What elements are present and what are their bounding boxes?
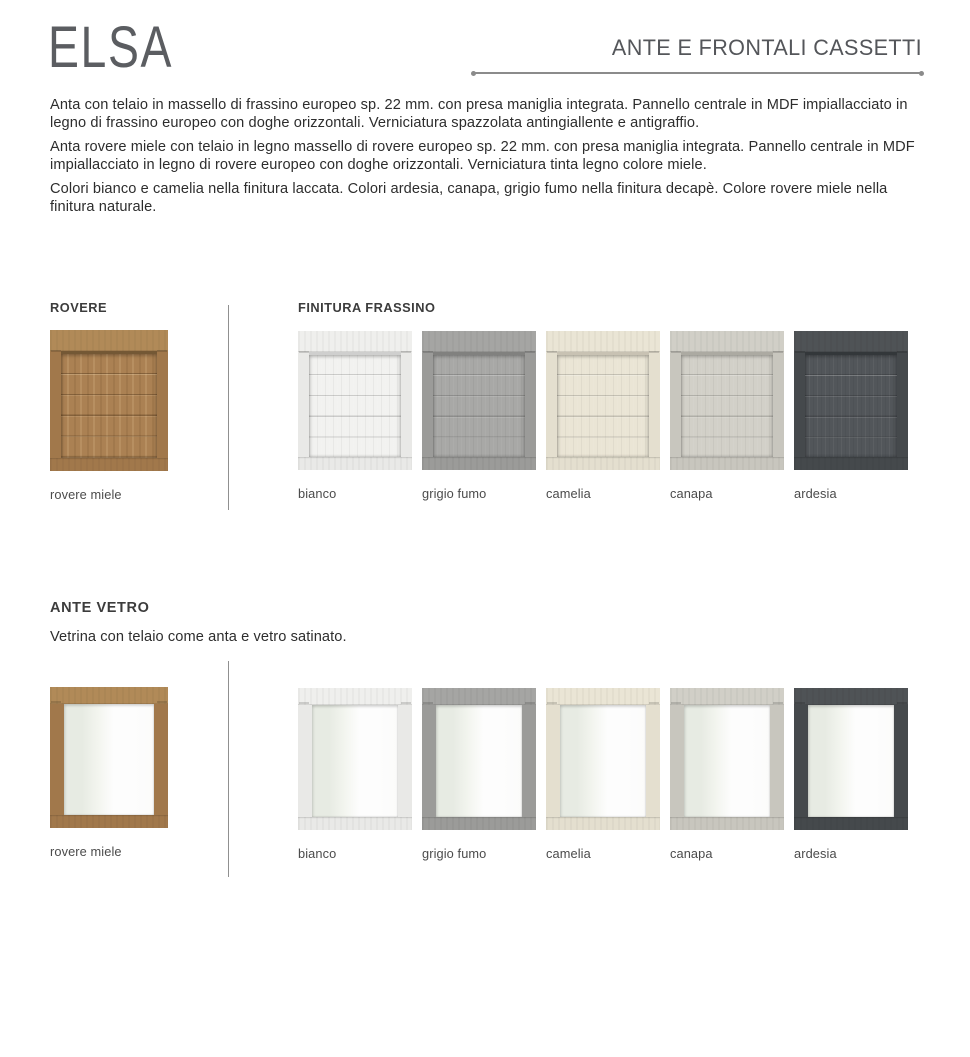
door-top-rail bbox=[546, 688, 660, 705]
door-bottom-rail bbox=[546, 457, 660, 470]
door-swatch-bianco bbox=[298, 331, 412, 470]
door-top-rail bbox=[50, 687, 168, 704]
door-bottom-rail bbox=[670, 817, 784, 830]
satin-glass-pane bbox=[436, 705, 522, 817]
satin-glass-pane bbox=[560, 705, 646, 817]
glass-door-swatch-grigio-fumo bbox=[422, 688, 536, 830]
frassino-swatch-row bbox=[298, 331, 908, 501]
swatch-canapa-solid bbox=[670, 331, 784, 501]
door-top-rail bbox=[670, 688, 784, 705]
door-panel bbox=[309, 355, 401, 457]
door-panel bbox=[681, 355, 773, 457]
swatch-bianco-solid bbox=[298, 331, 412, 501]
satin-glass-pane bbox=[312, 705, 398, 817]
intro-paragraph-rovere: Anta rovere miele con telaio in legno massello di rovere europeo sp. 22 mm. con presa maniglia integrata. Pannello centrale in MDF impiallacciato in legno di rovere europeo con doghe orizzontali. Verniciatura tinta legno colore miele. bbox=[50, 139, 915, 173]
page-title: ANTE E FRONTALI CASSETTI bbox=[611, 35, 922, 60]
door-top-rail bbox=[50, 330, 168, 351]
swatch-label: grigio fumo bbox=[422, 486, 487, 501]
swatch-label: ardesia bbox=[794, 846, 837, 861]
swatch-label: canapa bbox=[670, 486, 713, 501]
door-swatch-rovere-miele bbox=[50, 330, 168, 471]
vertical-divider bbox=[228, 305, 229, 510]
intro-paragraph-frassino: Anta con telaio in massello di frassino europeo sp. 22 mm. con presa maniglia integrata. Pannello centrale in MDF impiallacciato in legno di frassino europeo con doghe orizzontali. Verniciatura spazzolata antingiallente e antigraffio. bbox=[50, 97, 908, 131]
swatch-grigio-fumo-glass bbox=[422, 688, 536, 861]
glass-door-swatch-ardesia bbox=[794, 688, 908, 830]
door-bottom-rail bbox=[670, 457, 784, 470]
door-bottom-rail bbox=[794, 457, 908, 470]
swatch-grigio-fumo-solid bbox=[422, 331, 536, 501]
swatch-ardesia-glass bbox=[794, 688, 908, 861]
glass-door-swatch-bianco bbox=[298, 688, 412, 830]
swatch-label: rovere miele bbox=[50, 487, 122, 502]
glass-swatch-row bbox=[298, 688, 908, 861]
swatch-camelia-solid bbox=[546, 331, 660, 501]
swatch-label: grigio fumo bbox=[422, 846, 487, 861]
door-bottom-rail bbox=[794, 817, 908, 830]
swatch-label: canapa bbox=[670, 846, 713, 861]
intro-paragraph-colori: Colori bianco e camelia nella finitura laccata. Colori ardesia, canapa, grigio fumo nella finitura decapè. Colore rovere miele nella finitura naturale. bbox=[50, 181, 888, 215]
swatch-label: ardesia bbox=[794, 486, 837, 501]
door-top-rail bbox=[422, 688, 536, 705]
door-swatch-camelia bbox=[546, 331, 660, 470]
door-panel bbox=[61, 354, 157, 458]
satin-glass-pane bbox=[684, 705, 770, 817]
door-bottom-rail bbox=[422, 457, 536, 470]
swatch-bianco-glass bbox=[298, 688, 412, 861]
door-top-rail bbox=[298, 688, 412, 705]
door-top-rail bbox=[794, 688, 908, 705]
section-heading-finitura-frassino: FINITURA FRASSINO bbox=[298, 300, 436, 315]
intro-text bbox=[50, 97, 924, 224]
door-bottom-rail bbox=[422, 817, 536, 830]
door-swatch-canapa bbox=[670, 331, 784, 470]
vertical-divider bbox=[228, 661, 229, 877]
glass-door-swatch-rovere-miele bbox=[50, 687, 168, 828]
swatch-camelia-glass bbox=[546, 688, 660, 861]
satin-glass-pane bbox=[64, 704, 154, 815]
swatch-label: camelia bbox=[546, 486, 591, 501]
swatch-label: rovere miele bbox=[50, 844, 122, 859]
glass-door-swatch-canapa bbox=[670, 688, 784, 830]
door-panel bbox=[805, 355, 897, 457]
swatch-label: bianco bbox=[298, 486, 337, 501]
swatch-rovere-miele-solid bbox=[50, 330, 168, 502]
door-top-rail bbox=[422, 331, 536, 352]
title-rule bbox=[473, 72, 922, 74]
door-top-rail bbox=[794, 331, 908, 352]
door-top-rail bbox=[670, 331, 784, 352]
door-bottom-rail bbox=[546, 817, 660, 830]
door-panel bbox=[433, 355, 525, 457]
swatch-label: camelia bbox=[546, 846, 591, 861]
door-swatch-ardesia bbox=[794, 331, 908, 470]
section-heading-rovere: ROVERE bbox=[50, 300, 108, 315]
brand-title: ELSA bbox=[48, 15, 174, 80]
door-bottom-rail bbox=[298, 457, 412, 470]
section-heading-ante-vetro: ANTE VETRO bbox=[50, 600, 150, 616]
door-top-rail bbox=[546, 331, 660, 352]
door-bottom-rail bbox=[50, 815, 168, 828]
door-panel bbox=[557, 355, 649, 457]
door-bottom-rail bbox=[298, 817, 412, 830]
satin-glass-pane bbox=[808, 705, 894, 817]
swatch-canapa-glass bbox=[670, 688, 784, 861]
swatch-ardesia-solid bbox=[794, 331, 908, 501]
swatch-rovere-miele-glass bbox=[50, 687, 168, 859]
door-top-rail bbox=[298, 331, 412, 352]
door-swatch-grigio-fumo bbox=[422, 331, 536, 470]
swatch-label: bianco bbox=[298, 846, 337, 861]
glass-section-description: Vetrina con telaio come anta e vetro satinato. bbox=[50, 629, 347, 645]
glass-door-swatch-camelia bbox=[546, 688, 660, 830]
door-bottom-rail bbox=[50, 458, 168, 471]
